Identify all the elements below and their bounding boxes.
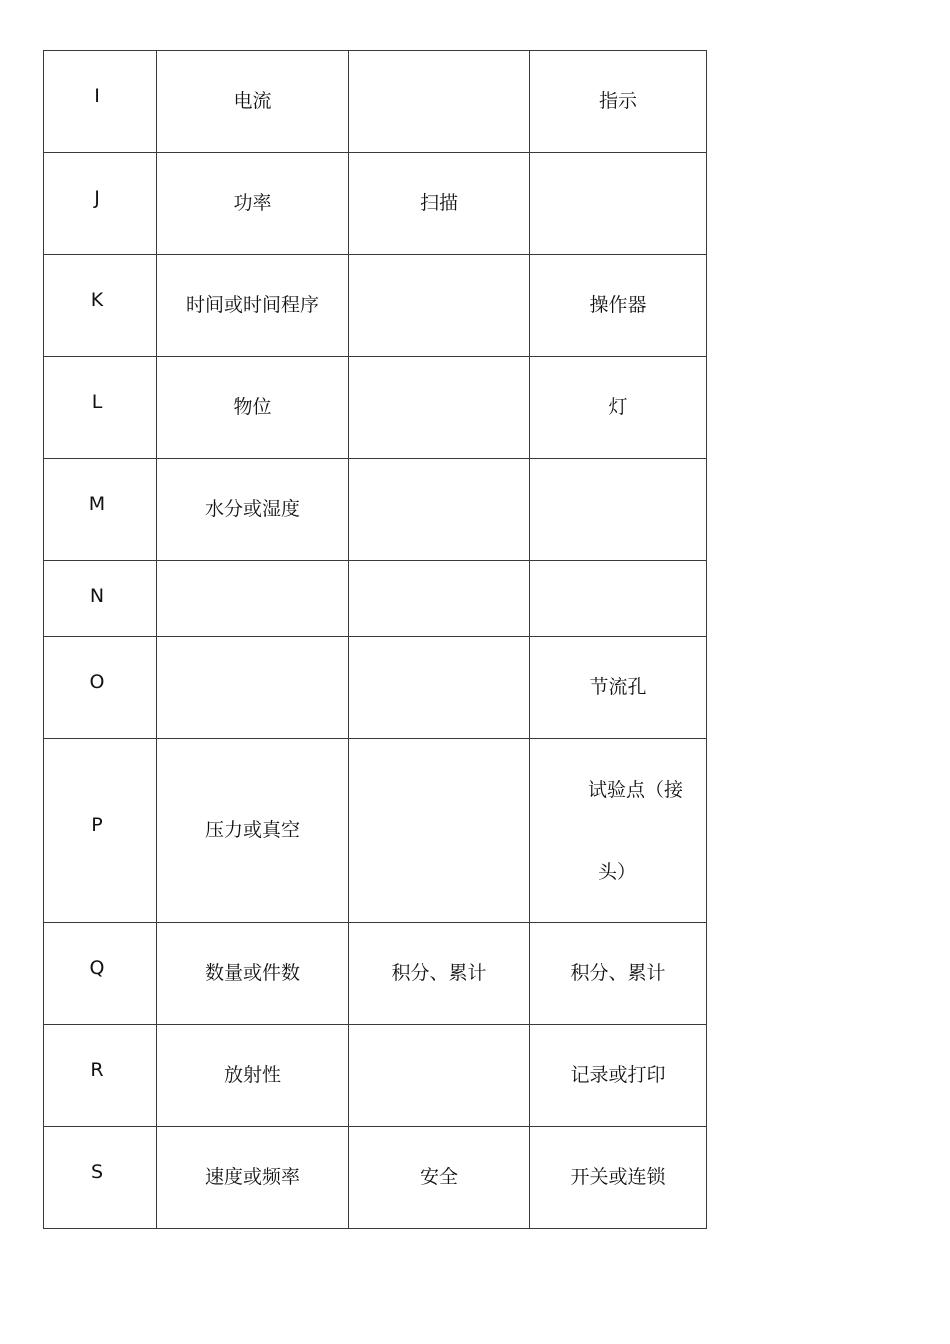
table-row	[44, 153, 707, 255]
letter-cell	[44, 51, 157, 153]
function-cell	[530, 739, 707, 923]
modifier: 扫描	[419, 192, 458, 214]
measured-variable: 速度或频率	[204, 1166, 300, 1188]
table-row	[44, 51, 707, 153]
modifier-cell	[349, 255, 530, 357]
function: 灯	[608, 396, 628, 418]
table-row	[44, 637, 707, 739]
letter-code: P	[91, 814, 103, 836]
letter-code: Q	[89, 957, 105, 979]
function: 节流孔	[589, 676, 647, 698]
function: 指示	[598, 90, 637, 112]
function-cell	[530, 459, 707, 561]
measured-variable: 功率	[233, 192, 272, 214]
modifier-cell	[349, 51, 530, 153]
letter-code: J	[94, 187, 100, 209]
modifier-cell	[349, 357, 530, 459]
letter-cell	[44, 923, 157, 1025]
letter-cell	[44, 255, 157, 357]
modifier-cell	[349, 561, 530, 637]
letter-cell	[44, 1127, 157, 1229]
measured-variable-cell	[157, 923, 349, 1025]
measured-variable: 电流	[233, 90, 272, 112]
function-wrapped	[530, 749, 706, 913]
letter-code: R	[90, 1059, 104, 1081]
function-cell	[530, 923, 707, 1025]
function-cell	[530, 637, 707, 739]
measured-variable-cell	[157, 153, 349, 255]
measured-variable-cell	[157, 637, 349, 739]
modifier-cell	[349, 739, 530, 923]
function-cell	[530, 255, 707, 357]
table-row	[44, 255, 707, 357]
measured-variable: 放射性	[223, 1064, 281, 1086]
function-cell	[530, 51, 707, 153]
measured-variable-cell	[157, 561, 349, 637]
letter-code: I	[94, 85, 100, 107]
measured-variable: 数量或件数	[204, 962, 300, 984]
letter-cell	[44, 637, 157, 739]
measured-variable-cell	[157, 1127, 349, 1229]
letter-cell	[44, 1025, 157, 1127]
measured-variable-cell	[157, 51, 349, 153]
letter-code: S	[90, 1161, 104, 1183]
function-line-1: 试验点（接	[588, 778, 684, 801]
function: 操作器	[589, 294, 647, 316]
measured-variable-cell	[157, 459, 349, 561]
table-row	[44, 1127, 707, 1229]
modifier-cell	[349, 1025, 530, 1127]
measured-variable: 时间或时间程序	[185, 294, 319, 316]
letter-cell	[44, 561, 157, 637]
letter-cell	[44, 739, 157, 923]
function: 记录或打印	[570, 1064, 666, 1086]
function: 积分、累计	[570, 962, 666, 984]
function-cell	[530, 1025, 707, 1127]
measured-variable: 物位	[233, 396, 272, 418]
measured-variable-cell	[157, 1025, 349, 1127]
measured-variable-cell	[157, 739, 349, 923]
table-row	[44, 1025, 707, 1127]
function-cell	[530, 153, 707, 255]
modifier-cell	[349, 637, 530, 739]
letter-code: M	[88, 493, 106, 515]
table-row	[44, 923, 707, 1025]
letter-code: K	[90, 289, 104, 311]
table-row	[44, 357, 707, 459]
measured-variable-cell	[157, 357, 349, 459]
table-row	[44, 561, 707, 637]
table-row	[44, 459, 707, 561]
modifier-cell	[349, 459, 530, 561]
modifier: 积分、累计	[391, 962, 487, 984]
letter-cell	[44, 357, 157, 459]
measured-variable-cell	[157, 255, 349, 357]
modifier-cell	[349, 1127, 530, 1229]
table-row	[44, 739, 707, 923]
letter-code-table	[43, 50, 707, 1229]
function-cell	[530, 357, 707, 459]
measured-variable: 压力或真空	[204, 819, 300, 841]
function-cell	[530, 1127, 707, 1229]
letter-code: L	[91, 391, 103, 413]
letter-cell	[44, 459, 157, 561]
modifier: 安全	[419, 1166, 458, 1188]
function-cell	[530, 561, 707, 637]
measured-variable: 水分或湿度	[204, 498, 300, 520]
letter-code: N	[89, 584, 105, 607]
modifier-cell	[349, 153, 530, 255]
letter-cell	[44, 153, 157, 255]
letter-code: O	[89, 671, 105, 693]
function: 开关或连锁	[570, 1166, 666, 1188]
function-line-2: 头）	[598, 860, 637, 883]
modifier-cell	[349, 923, 530, 1025]
